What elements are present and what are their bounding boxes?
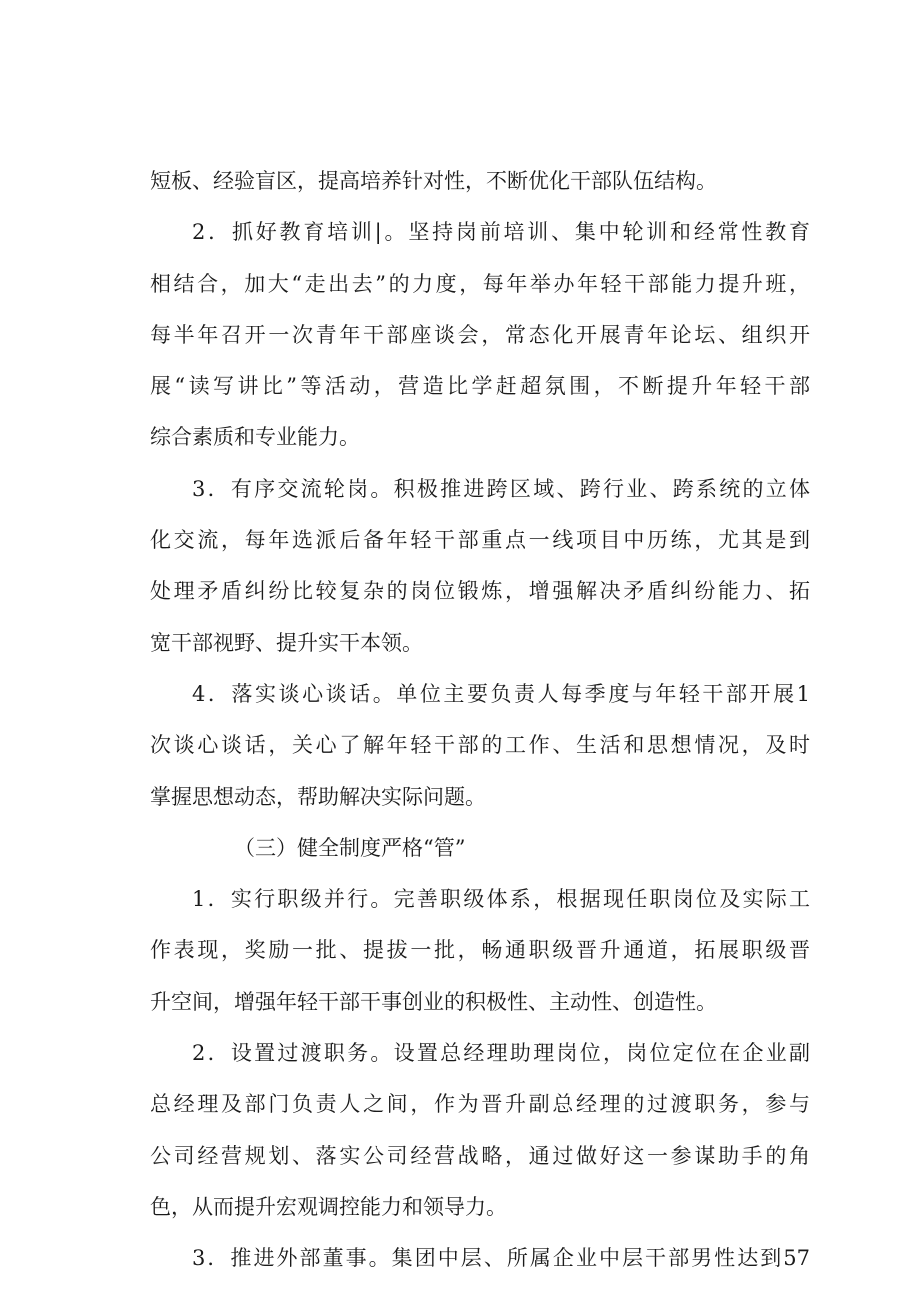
paragraph-line: 升空间，增强年轻干部干事创业的积极性、主动性、创造性。 [150, 989, 717, 1014]
paragraph-line: 化交流，每年选派后备年轻干部重点一线项目中历练，尤其是到 [150, 528, 810, 553]
paragraph-line: 作表现，奖励一批、提拔一批，畅通职级晋升通道，拓展职级晋 [150, 938, 810, 963]
paragraph-line: 1．实行职级并行。完善职级体系，根据现任职岗位及实际工 [192, 887, 810, 912]
paragraph-line: 3．有序交流轮岗。积极推进跨区域、跨行业、跨系统的立体 [192, 476, 810, 501]
paragraph-line: 2．抓好教育培训|。坚持岗前培训、集中轮训和经常性教育 [192, 220, 810, 245]
paragraph-line: 3．推进外部董事。集团中层、所属企业中层干部男性达到57 [192, 1246, 810, 1271]
paragraph-line: 掌握思想动态，帮助解决实际问题。 [150, 784, 486, 809]
paragraph-line: 宽干部视野、提升实干本领。 [150, 630, 423, 655]
section-heading: （三）健全制度严格“管” [234, 835, 466, 860]
paragraph-line: 处理矛盾纠纷比较复杂的岗位锻炼，增强解决矛盾纠纷能力、拓 [150, 579, 810, 604]
paragraph-line: 公司经营规划、落实公司经营战略，通过做好这一参谋助手的角 [150, 1143, 810, 1168]
paragraph-line: 色，从而提升宏观调控能力和领导力。 [150, 1194, 507, 1219]
paragraph-line: 2．设置过渡职务。设置总经理助理岗位，岗位定位在企业副 [192, 1041, 810, 1066]
paragraph-line: 展“读写讲比”等活动，营造比学赶超氛围，不断提升年轻干部 [150, 374, 810, 399]
paragraph-line: 每半年召开一次青年干部座谈会，常态化开展青年论坛、组织开 [150, 322, 810, 347]
paragraph-line: 综合素质和专业能力。 [150, 425, 360, 450]
paragraph-line: 总经理及部门负责人之间，作为晋升副总经理的过渡职务，参与 [150, 1092, 810, 1117]
paragraph-line: 短板、经验盲区，提高培养针对性，不断优化干部队伍结构。 [150, 169, 717, 193]
document-body [150, 156, 810, 1285]
paragraph-line: 次谈心谈话，关心了解年轻干部的工作、生活和思想情况，及时 [150, 733, 810, 758]
paragraph-line: 4．落实谈心谈话。单位主要负责人每季度与年轻干部开展1 [192, 681, 810, 706]
paragraph-line: 相结合，加大“走出去”的力度，每年举办年轻干部能力提升班， [150, 271, 810, 296]
